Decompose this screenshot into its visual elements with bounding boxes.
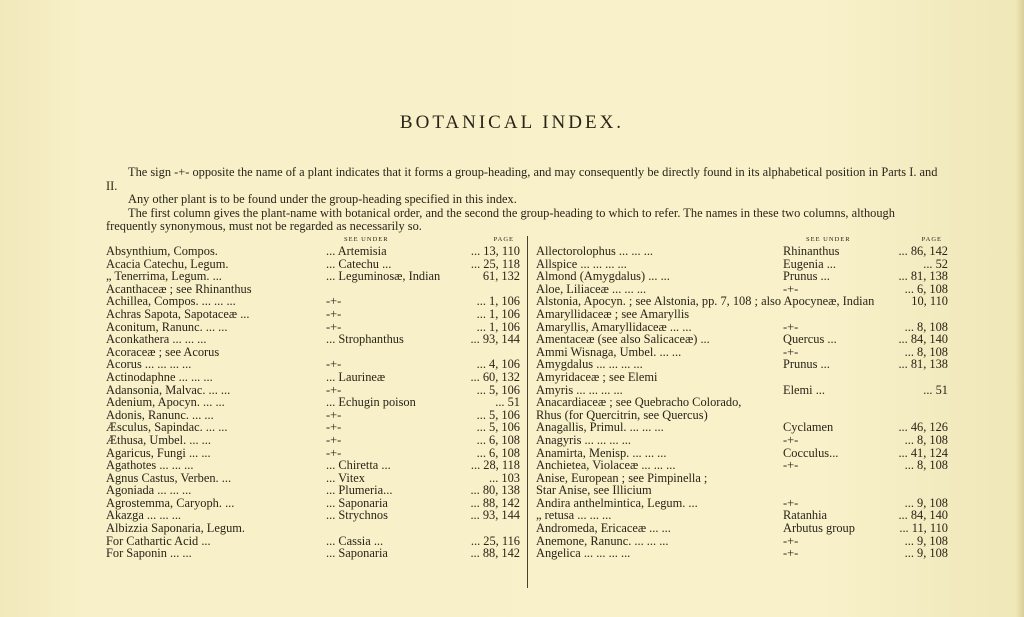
group-heading: Prunus ... — [783, 269, 830, 284]
plant-name: Andromeda, Ericaceæ ... ... — [536, 521, 671, 536]
group-heading: ... Laurineæ — [326, 369, 386, 384]
index-entry — [536, 459, 948, 472]
page-number: ... 8, 108 — [904, 319, 948, 334]
group-heading: -+- — [326, 357, 342, 372]
group-heading: ... Saponaria — [326, 495, 388, 510]
plant-name: Aconkathera ... ... ... — [106, 332, 207, 347]
index-entry — [106, 371, 520, 384]
plant-name: Amygdalus ... ... ... ... — [536, 357, 643, 372]
page-number: ... 51 — [495, 395, 520, 410]
see-under-header: SEE UNDER — [344, 236, 389, 243]
index-entry — [536, 371, 948, 384]
group-heading: ... Saponaria — [326, 546, 388, 561]
group-heading: -+- — [326, 420, 342, 435]
group-heading: ... Catechu ... — [326, 256, 392, 271]
page-number: ... 88, 142 — [470, 546, 520, 561]
index-entry — [536, 396, 948, 409]
page-number: ... 60, 132 — [470, 369, 520, 384]
group-heading: Eugenia ... — [783, 256, 836, 271]
group-heading: Prunus ... — [783, 357, 830, 372]
plant-name: Adonis, Ranunc. ... ... — [106, 407, 214, 422]
page-number: ... 1, 106 — [476, 306, 520, 321]
group-heading: -+- — [326, 382, 342, 397]
group-heading: -+- — [783, 432, 799, 447]
group-heading: Cyclamen — [783, 420, 834, 435]
index-entry — [106, 308, 520, 321]
plant-name: Agrostemma, Caryoph. ... — [106, 495, 235, 510]
index-entry — [106, 434, 520, 447]
group-heading: Ratanhia — [783, 508, 828, 523]
index-entry — [106, 484, 520, 497]
group-heading: -+- — [783, 546, 799, 561]
page-number: ... 1, 106 — [476, 294, 520, 309]
plant-name: Agathotes ... ... ... — [106, 458, 194, 473]
page-number: ... 8, 108 — [904, 458, 948, 473]
plant-name: Angelica ... ... ... ... — [536, 546, 631, 561]
group-heading: -+- — [783, 319, 799, 334]
plant-name: Star Anise, see Illicium — [536, 483, 652, 498]
page-number: ... 81, 138 — [898, 357, 948, 372]
index-entry — [106, 547, 520, 560]
intro-paragraph: The sign -+- opposite the name of a plant indicates that it forms a group-heading, and may consequently be directly found in its alphabetical position in Parts I. and II. — [106, 165, 938, 193]
plant-name: Andira anthelmintica, Legum. ... — [536, 495, 698, 510]
page-number: ... 80, 138 — [470, 483, 520, 498]
group-heading: -+- — [783, 458, 799, 473]
page-number: ... 9, 108 — [904, 533, 948, 548]
plant-name: Ammi Wisnaga, Umbel. ... ... — [536, 344, 682, 359]
plant-name: Acanthaceæ ; see Rhinanthus — [106, 281, 252, 296]
plant-name: Aloe, Liliaceæ ... ... ... — [536, 281, 647, 296]
index-entry — [106, 333, 520, 346]
group-heading: Elemi ... — [783, 382, 825, 397]
plant-name: Adansonia, Malvac. ... ... — [106, 382, 231, 397]
index-entry — [106, 270, 520, 283]
plant-name: For Saponin ... ... — [106, 546, 192, 561]
plant-name: Æthusa, Umbel. ... ... — [106, 432, 211, 447]
page-number: ... 28, 118 — [470, 458, 520, 473]
page-number: ... 25, 116 — [470, 533, 520, 548]
page-number: ... 11, 110 — [899, 521, 948, 536]
plant-name: Agnus Castus, Verben. ... — [106, 470, 232, 485]
column-divider — [527, 236, 528, 588]
page-number: ... 81, 138 — [898, 269, 948, 284]
plant-name: Agaricus, Fungi ... ... — [106, 445, 211, 460]
plant-name: „ Tenerrima, Legum. ... — [106, 269, 222, 284]
plant-name: Amaryllis, Amaryllidaceæ ... ... — [536, 319, 692, 334]
plant-name: Æsculus, Sapindac. ... ... — [106, 420, 228, 435]
page-number: ... 6, 108 — [904, 281, 948, 296]
page-number: ... 84, 140 — [898, 508, 948, 523]
page-edge — [1016, 0, 1024, 617]
group-heading: -+- — [326, 432, 342, 447]
page-number: ... 5, 106 — [476, 420, 520, 435]
group-heading: Quercus ... — [783, 332, 837, 347]
group-heading: ... Cassia ... — [326, 533, 384, 548]
plant-name: Adenium, Apocyn. ... ... — [106, 395, 225, 410]
page-number: ... 6, 108 — [476, 432, 520, 447]
page-number: ... 41, 124 — [898, 445, 948, 460]
plant-name: Anagyris ... ... ... ... — [536, 432, 631, 447]
page-number: 61, 132 — [482, 269, 520, 284]
page-number: ... 6, 108 — [476, 445, 520, 460]
page-number: ... 93, 144 — [470, 508, 520, 523]
group-heading: -+- — [326, 407, 342, 422]
index-entry — [536, 484, 948, 497]
plant-name: Anchietea, Violaceæ ... ... ... — [536, 458, 676, 473]
group-heading: -+- — [783, 495, 799, 510]
plant-name: Achillea, Compos. ... ... ... — [106, 294, 236, 309]
group-heading: -+- — [326, 319, 342, 334]
index-entry — [106, 245, 520, 258]
plant-name: Anise, European ; see Pimpinella ; — [536, 470, 708, 485]
plant-name: Albizzia Saponaria, Legum. — [106, 521, 246, 536]
left-index-column — [106, 236, 520, 560]
right-index-column — [536, 236, 948, 560]
page-number: ... 4, 106 — [476, 357, 520, 372]
intro-paragraph: The first column gives the plant-name with botanical order, and the second the group-heading to which to refer. The names in these two columns, although frequently synonymous, must not be regarded as necessarily so. — [106, 205, 895, 233]
page-number: ... 5, 106 — [476, 382, 520, 397]
group-heading: -+- — [783, 533, 799, 548]
plant-name: Anemone, Ranunc. ... ... ... — [536, 533, 669, 548]
index-entry — [536, 270, 948, 283]
plant-name: Agoniada ... ... ... — [106, 483, 192, 498]
page-number: ... 1, 106 — [476, 319, 520, 334]
plant-name: Allectorolophus ... ... ... — [536, 244, 654, 258]
index-entry — [106, 396, 520, 409]
index-entry — [536, 333, 948, 346]
plant-name: Amentaceæ (see also Salicaceæ) ... — [536, 332, 710, 347]
page-number: ... 88, 142 — [470, 495, 520, 510]
plant-name: Acoraceæ ; see Acorus — [106, 344, 220, 359]
page-number: ... 9, 108 — [904, 495, 948, 510]
page-number: ... 25, 118 — [470, 256, 520, 271]
page-number: 10, 110 — [911, 294, 948, 309]
group-heading: Cocculus... — [783, 445, 839, 460]
group-heading: Arbutus group — [783, 521, 855, 536]
index-entry — [106, 522, 520, 535]
page-number: ... 8, 108 — [904, 344, 948, 359]
page-number: ... 13, 110 — [470, 244, 520, 258]
plant-name: Anamirta, Menisp. ... ... ... — [536, 445, 667, 460]
plant-name: Actinodaphne ... ... ... — [106, 369, 213, 384]
plant-name: Absynthium, Compos. — [106, 244, 218, 258]
plant-name: Amyris ... ... ... ... — [536, 382, 623, 397]
group-heading: ... Echugin poison — [326, 395, 416, 410]
group-heading: Rhinanthus — [783, 244, 840, 258]
group-heading: ... Strophanthus — [326, 332, 404, 347]
index-entry — [536, 245, 948, 258]
group-heading: ... Artemisia — [326, 244, 387, 258]
plant-name: Alstonia, Apocyn. ; see Alstonia, pp. 7, 108 ; also Apocyneæ, Indian — [536, 294, 875, 309]
index-entry — [536, 308, 948, 321]
plant-name: Anagallis, Primul. ... ... ... — [536, 420, 664, 435]
group-heading: ... Chiretta ... — [326, 458, 391, 473]
index-entry — [536, 434, 948, 447]
page-number: ... 52 — [923, 256, 948, 271]
page-number: ... 5, 106 — [476, 407, 520, 422]
see-under-header: SEE UNDER — [806, 236, 851, 243]
plant-name: Acacia Catechu, Legum. — [106, 256, 229, 271]
page-header: PAGE — [493, 236, 514, 243]
page-number: ... 8, 108 — [904, 432, 948, 447]
page-header: PAGE — [921, 236, 942, 243]
page-title: BOTANICAL INDEX. — [399, 112, 625, 133]
plant-name: Allspice ... ... ... ... — [536, 256, 627, 271]
plant-name: Almond (Amygdalus) ... ... — [536, 269, 670, 284]
plant-name: „ retusa ... ... ... — [536, 508, 612, 523]
group-heading: ... Vitex — [326, 470, 365, 485]
group-heading: -+- — [326, 294, 342, 309]
plant-name: Acorus ... ... ... ... — [106, 357, 192, 372]
page-number: ... 46, 126 — [898, 420, 948, 435]
index-entry — [536, 522, 948, 535]
page-number: ... 93, 144 — [470, 332, 520, 347]
page-number: ... 9, 108 — [904, 546, 948, 561]
group-heading: ... Leguminosæ, Indian — [326, 269, 441, 284]
plant-name: Achras Sapota, Sapotaceæ ... — [106, 306, 250, 321]
group-heading: -+- — [326, 445, 342, 460]
plant-name: Aconitum, Ranunc. ... ... — [106, 319, 228, 334]
plant-name: For Cathartic Acid ... — [106, 533, 211, 548]
intro-paragraph: Any other plant is to be found under the group-heading specified in this index. — [128, 192, 517, 206]
intro — [106, 166, 948, 234]
index-entry — [106, 459, 520, 472]
plant-name: Akazga ... ... ... — [106, 508, 182, 523]
index-entry — [536, 547, 948, 560]
group-heading: -+- — [783, 281, 799, 296]
plant-name: Anacardiaceæ ; see Quebracho Colorado, — [536, 395, 742, 410]
page-number: ... 51 — [923, 382, 948, 397]
plant-name: Amaryllidaceæ ; see Amaryllis — [536, 306, 690, 321]
group-heading: ... Plumeria... — [326, 483, 393, 498]
page-number: ... 86, 142 — [898, 244, 948, 258]
group-heading: -+- — [783, 344, 799, 359]
group-heading: -+- — [326, 306, 342, 321]
plant-name: Amyridaceæ ; see Elemi — [536, 369, 658, 384]
group-heading: ... Strychnos — [326, 508, 388, 523]
page-number: ... 84, 140 — [898, 332, 948, 347]
plant-name: Rhus (for Quercitrin, see Quercus) — [536, 407, 708, 422]
page-number: ... 103 — [489, 470, 520, 485]
